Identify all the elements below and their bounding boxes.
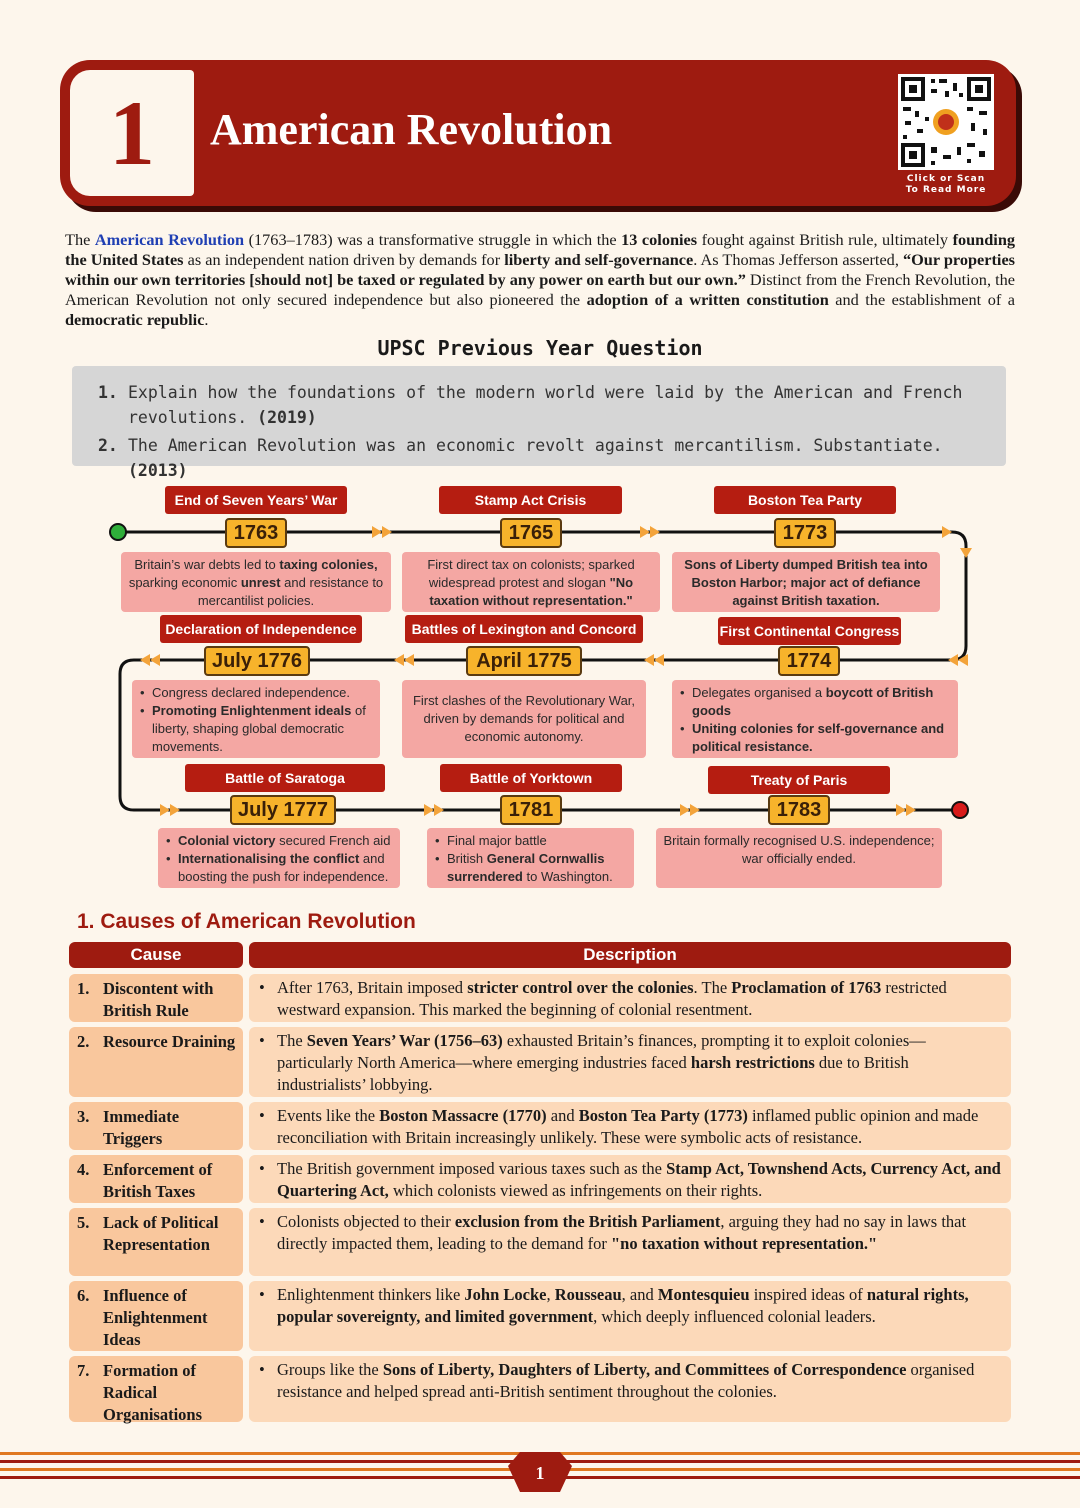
event-year: 1781 xyxy=(500,795,562,825)
event-description: • Colonial victory secured French aid • Internationalising the conflict and boosting the push for independence. xyxy=(158,828,400,888)
intro-paragraph: The American Revolution (1763–1783) was a transformative struggle in which the 13 colonies fought against British rule, ultimately founding the United States as an independent nation driven by demands for liberty and self-governance. As Thomas Jefferson asserted, “Our properties within our own territories [should not] be taxed or regulated by any power on earth but our own.” Distinct from the French Revolution, the American Revolution not only secured independence but also pioneered the adoption of a written constitution and the establishment of a democratic republic. xyxy=(65,230,1016,329)
event-label: Stamp Act Crisis xyxy=(439,486,622,514)
event-label: End of Seven Years’ War xyxy=(165,486,347,514)
description-cell: • Events like the Boston Massacre (1770) and Boston Tea Party (1773) inflamed public opinion and made reconciliation with Britain increasingly unlikely. These were symbolic acts of resistance. xyxy=(249,1102,1011,1150)
page-number: 1 xyxy=(535,1463,545,1483)
qr-caption: Click or Scan To Read More xyxy=(905,174,987,195)
event-year: 1763 xyxy=(225,518,287,548)
event-label: First Continental Congress xyxy=(718,617,901,645)
event-description: Britain formally recognised U.S. independence; war officially ended. xyxy=(656,828,942,888)
event-label: Battles of Lexington and Concord xyxy=(405,615,643,643)
event-year: April 1775 xyxy=(466,646,582,676)
column-header-cause: Cause xyxy=(69,942,243,968)
description-cell: • Groups like the Sons of Liberty, Daughters of Liberty, and Committees of Correspondence organised resistance and helped spread anti-British sentiment throughout the colonies. xyxy=(249,1356,1011,1422)
event-description: • Final major battle • British General Cornwallis surrendered to Washington. xyxy=(427,828,634,888)
description-cell: • Enlightenment thinkers like John Locke, Rousseau, and Montesquieu inspired ideas of natural rights, popular sovereignty, and limited government, which deeply influenced colonial leaders. xyxy=(249,1281,1011,1351)
pyq-question: 2. The American Revolution was an economic revolt against mercantilism. Substantiate. (2013) xyxy=(98,436,943,480)
cause-cell: 1. Discontent with British Rule xyxy=(69,974,243,1022)
event-year: July 1777 xyxy=(230,795,336,825)
pyq-heading: UPSC Previous Year Question xyxy=(377,336,703,360)
event-description: • Congress declared independence. • Promoting Enlightenment ideals of liberty, shaping global democratic movements. xyxy=(132,680,380,758)
cause-cell: 7. Formation of Radical Organisations xyxy=(69,1356,243,1422)
cause-cell: 3. Immediate Triggers xyxy=(69,1102,243,1150)
description-cell: • The British government imposed various taxes such as the Stamp Act, Townshend Acts, Currency Act, and Quartering Act, which colonists viewed as infringements on their rights. xyxy=(249,1155,1011,1203)
pyq-box xyxy=(72,366,1006,480)
term-link: American Revolution xyxy=(94,230,245,249)
event-label: Treaty of Paris xyxy=(708,766,890,794)
event-description: Sons of Liberty dumped British tea into Boston Harbor; major act of defiance against British taxation. xyxy=(672,552,940,612)
description-cell: • Colonists objected to their exclusion from the British Parliament, arguing they had no say in laws that directly impacted them, leading to the demand for "no taxation without representation." xyxy=(249,1208,1011,1276)
event-year: 1773 xyxy=(774,518,836,548)
cause-cell: 4. Enforcement of British Taxes xyxy=(69,1155,243,1203)
event-description: First direct tax on colonists; sparked widespread protest and slogan "No taxation without representation." xyxy=(402,552,660,612)
cause-cell: 5. Lack of Political Representation xyxy=(69,1208,243,1276)
qr-code-icon[interactable] xyxy=(898,74,994,170)
event-year: 1765 xyxy=(500,518,562,548)
pyq-question: 1. Explain how the foundations of the modern world were laid by the American and French revolutions. (2019) xyxy=(98,383,963,427)
cause-cell: 6. Influence of Enlightenment Ideas xyxy=(69,1281,243,1351)
timeline xyxy=(0,480,1080,900)
cause-cell: 2. Resource Draining xyxy=(69,1027,243,1097)
event-year: 1774 xyxy=(778,646,840,676)
section-heading: 1. Causes of American Revolution xyxy=(77,910,416,933)
jefferson-quote: “Our properties within our own territories [should not] be taxed or regulated by any power on earth but our own.” xyxy=(65,250,1016,289)
chapter-banner xyxy=(60,60,1016,206)
event-year: July 1776 xyxy=(204,646,310,676)
description-cell: • The Seven Years’ War (1756–63) exhausted Britain’s finances, prompting it to exploit colonies—particularly North America—where emerging industries faced harsh restrictions due to British industrialists’ lobbying. xyxy=(249,1027,1011,1097)
event-label: Battle of Saratoga xyxy=(185,764,385,792)
event-description: • Delegates organised a boycott of British goods • Uniting colonies for self-governance and political resistance. xyxy=(672,680,958,758)
event-description: First clashes of the Revolutionary War, driven by demands for political and economic autonomy. xyxy=(402,680,646,758)
column-header-description: Description xyxy=(249,942,1011,968)
event-label: Battle of Yorktown xyxy=(440,764,622,792)
description-cell: • After 1763, Britain imposed stricter control over the colonies. The Proclamation of 1763 restricted westward expansion. This marked the beginning of colonial resentment. xyxy=(249,974,1011,1022)
event-description: Britain’s war debts led to taxing colonies, sparking economic unrest and resistance to mercantilist policies. xyxy=(121,552,391,612)
chapter-number: 1 xyxy=(70,70,194,196)
event-label: Declaration of Independence xyxy=(160,615,362,643)
event-label: Boston Tea Party xyxy=(714,486,896,514)
event-year: 1783 xyxy=(768,795,830,825)
chapter-title: American Revolution xyxy=(210,105,613,154)
